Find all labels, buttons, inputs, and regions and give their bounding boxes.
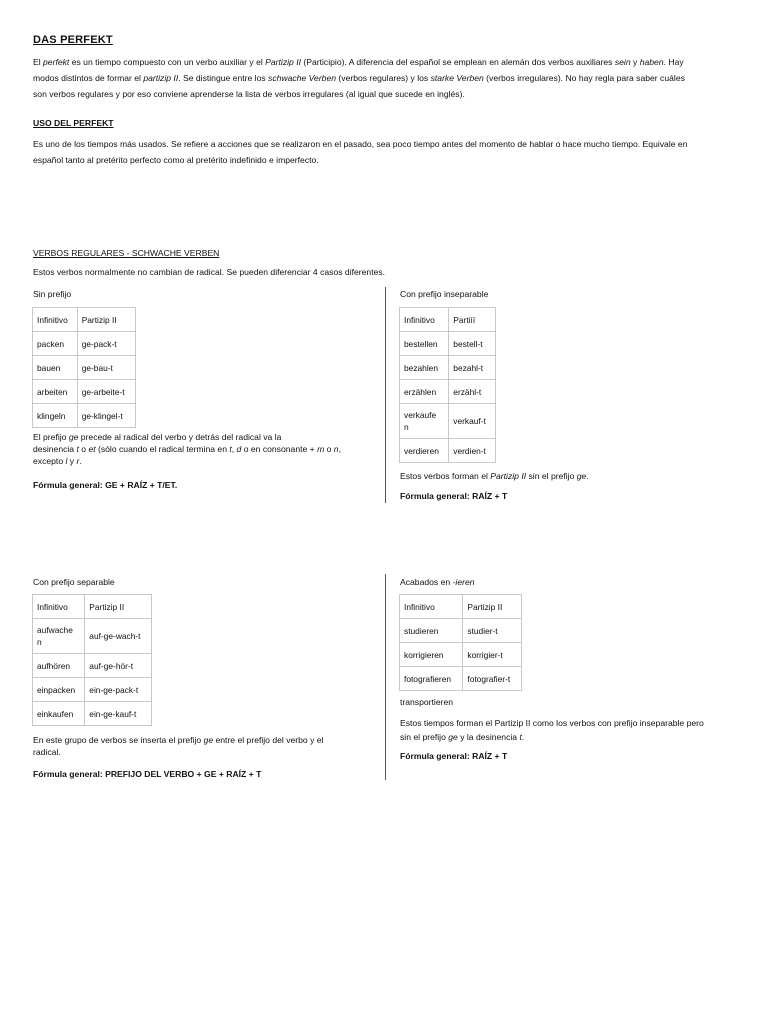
- table-row: [33, 678, 152, 702]
- text-run: radical.: [33, 747, 61, 757]
- infinitive-cell: verkaufe n: [400, 404, 449, 439]
- uso-line-2: español tanto al pretérito perfecto como al pretérito indefinido e imperfecto.: [33, 155, 319, 165]
- table-row: [33, 404, 136, 428]
- sin-prefijo-heading: Sin prefijo: [33, 289, 72, 299]
- table-row: [33, 380, 136, 404]
- text-run: o: [78, 444, 89, 454]
- text-run: (verbos regulares) y los: [336, 73, 431, 83]
- infinitive-cell: studieren: [400, 619, 463, 643]
- italic-text: Partizip II: [490, 471, 527, 481]
- ieren-heading: [400, 577, 475, 587]
- ieren-note-line-1: Estos tiempos forman el Partizip II como los verbos con prefijo inseparable pero: [400, 718, 704, 728]
- text-run: .: [586, 471, 589, 481]
- participle-cell: ge-bau-t: [77, 356, 135, 380]
- infinitive-cell: verdieren: [400, 439, 449, 463]
- participle-cell: korrigier-t: [463, 643, 522, 667]
- ieren-table: [399, 594, 522, 691]
- infinitive-cell: erzählen: [400, 380, 449, 404]
- table-row: [400, 643, 522, 667]
- inseparable-note: [400, 471, 589, 481]
- italic-text: haben: [639, 57, 664, 67]
- text-run: sin el prefijo: [400, 732, 449, 742]
- text-run: precede al radical del verbo y detrás del radical va la: [78, 432, 282, 442]
- italic-text: ge: [576, 471, 587, 481]
- participle-cell: ge-klingel-t: [77, 404, 135, 428]
- table-row: [400, 356, 496, 380]
- infinitive-cell: bezahlen: [400, 356, 449, 380]
- intro-line-1: [33, 54, 733, 70]
- intro-line-2: [33, 70, 733, 86]
- participle-cell: erzähl-t: [449, 380, 496, 404]
- uso-paragraph: [33, 136, 733, 168]
- column-header: Partizip II: [85, 595, 152, 619]
- sin-prefijo-note-line-1: [33, 431, 378, 443]
- text-run: El: [33, 57, 44, 67]
- text-run: (Participio). A diferencia del español se emplean en alemán dos verbos auxiliares: [301, 57, 615, 67]
- participle-cell: ein-ge-kauf-t: [85, 702, 152, 726]
- column-header: Partizip II: [77, 308, 135, 332]
- infinitive-cell: aufhören: [33, 654, 85, 678]
- text-run: En este grupo de verbos se inserta el prefijo: [33, 735, 204, 745]
- text-run: (verbos irregulares). No hay regla para saber cuáles: [483, 73, 685, 83]
- text-run: (sólo cuando el radical termina en: [95, 444, 230, 454]
- participle-cell: verdien-t: [449, 439, 496, 463]
- italic-text: d: [236, 444, 242, 454]
- intro-line-3: [33, 86, 733, 102]
- participle-cell: ge-pack-t: [77, 332, 135, 356]
- infinitive-cell: bauen: [33, 356, 78, 380]
- infinitive-cell: einpacken: [33, 678, 85, 702]
- italic-text: n: [333, 444, 339, 454]
- column-divider-bottom: [385, 574, 386, 780]
- table-header-row: [33, 308, 136, 332]
- italic-text: ge: [448, 732, 458, 742]
- italic-text: t: [519, 732, 522, 742]
- participle-cell: bestell-t: [449, 332, 496, 356]
- ieren-note: [400, 716, 745, 744]
- separable-note: [33, 734, 378, 758]
- participle-cell: studier-t: [463, 619, 522, 643]
- italic-text: m: [317, 444, 325, 454]
- participle-cell: auf-ge-wach-t: [85, 619, 152, 654]
- text-run: desinencia: [33, 444, 77, 454]
- text-run: y: [67, 456, 77, 466]
- italic-text: -ieren: [452, 577, 475, 587]
- text-run: es un tiempo compuesto con un verbo auxiliar y el: [69, 57, 266, 67]
- table-row: [33, 702, 152, 726]
- italic-text: perfekt: [43, 57, 70, 67]
- italic-text: starke Verben: [430, 73, 484, 83]
- page-title: DAS PERFEKT: [33, 34, 113, 46]
- text-run: y la desinencia: [457, 732, 520, 742]
- table-row: [33, 332, 136, 356]
- italic-text: l: [65, 456, 68, 466]
- table-row: [33, 356, 136, 380]
- table-row: [400, 439, 496, 463]
- participle-cell: bezahl-t: [449, 356, 496, 380]
- text-run: o: [324, 444, 334, 454]
- inseparable-heading: Con prefijo inseparable: [400, 289, 489, 299]
- sin-prefijo-table: [32, 307, 136, 428]
- participle-cell: ge-arbeite-t: [77, 380, 135, 404]
- text-run: ,: [231, 444, 237, 454]
- column-divider-top: [385, 287, 386, 503]
- table-row: [400, 619, 522, 643]
- separable-table: [32, 594, 152, 726]
- uso-heading: USO DEL PERFEKT: [33, 118, 114, 128]
- text-run: excepto: [33, 456, 66, 466]
- italic-text: ge: [203, 735, 214, 745]
- sin-prefijo-formula: Fórmula general: GE + RAÍZ + T/ET.: [33, 480, 178, 490]
- italic-text: t: [76, 444, 79, 454]
- sin-prefijo-note-line-2: [33, 443, 378, 455]
- table-row: [400, 332, 496, 356]
- text-run: .: [521, 732, 525, 742]
- ieren-extra-verb: transportieren: [400, 697, 454, 707]
- italic-text: r: [76, 456, 80, 466]
- ieren-note-line-2: [400, 730, 745, 744]
- participle-cell: auf-ge-hör-t: [85, 654, 152, 678]
- infinitive-cell: einkaufen: [33, 702, 85, 726]
- text-run: y: [630, 57, 640, 67]
- text-run: modos distintos de formar el: [33, 73, 144, 83]
- sin-prefijo-note-line-3: [33, 455, 378, 467]
- inseparable-table: [399, 307, 496, 463]
- column-header: Infinitivo: [33, 308, 78, 332]
- column-header: Infinitivo: [400, 308, 449, 332]
- text-run: sin el prefijo: [526, 471, 577, 481]
- infinitive-cell: korrigieren: [400, 643, 463, 667]
- italic-text: ge: [68, 432, 79, 442]
- table-header-row: [400, 308, 496, 332]
- column-header: Infinitivo: [400, 595, 463, 619]
- table-row: [400, 380, 496, 404]
- text-run: .: [79, 456, 82, 466]
- table-header-row: [400, 595, 522, 619]
- sin-prefijo-note: [33, 431, 378, 467]
- infinitive-cell: bestellen: [400, 332, 449, 356]
- text-run: . Hay: [663, 57, 684, 67]
- infinitive-cell: aufwache n: [33, 619, 85, 654]
- italic-text: sein: [614, 57, 631, 67]
- participle-cell: verkauf-t: [449, 404, 496, 439]
- italic-text: partizip II: [143, 73, 179, 83]
- participle-cell: fotografier-t: [463, 667, 522, 691]
- italic-text: Partizip II: [265, 57, 301, 67]
- infinitive-cell: arbeiten: [33, 380, 78, 404]
- italic-text: et: [88, 444, 96, 454]
- ieren-formula: Fórmula general: RAÍZ + T: [400, 751, 508, 761]
- italic-text: t: [229, 444, 232, 454]
- column-header: Partiíí: [449, 308, 496, 332]
- participle-cell: ein-ge-pack-t: [85, 678, 152, 702]
- table-row: [33, 619, 152, 654]
- regulares-heading: VERBOS REGULARES - SCHWACHE VERBEN: [33, 248, 220, 258]
- infinitive-cell: fotografieren: [400, 667, 463, 691]
- separable-heading: Con prefijo separable: [33, 577, 115, 587]
- text-run: ,: [338, 444, 341, 454]
- italic-text: schwache Verben: [268, 73, 337, 83]
- table-header-row: [33, 595, 152, 619]
- inseparable-formula: Fórmula general: RAÍZ + T: [400, 491, 508, 501]
- text-run: Acabados en: [400, 577, 453, 587]
- text-run: El prefijo: [33, 432, 69, 442]
- separable-formula: Fórmula general: PREFIJO DEL VERBO + GE + RAÍZ + T: [33, 769, 262, 779]
- intro-paragraph: [33, 54, 733, 102]
- table-row: [400, 404, 496, 439]
- infinitive-cell: packen: [33, 332, 78, 356]
- column-header: Infinitivo: [33, 595, 85, 619]
- table-row: [33, 654, 152, 678]
- separable-note-line-1: [33, 734, 378, 746]
- table-row: [400, 667, 522, 691]
- text-run: . Se distingue entre los: [178, 73, 269, 83]
- text-run: son verbos regulares y por eso conviene aprenderse la lista de verbos irregulares (al igual que sucede en inglés).: [33, 89, 465, 99]
- text-run: entre el prefijo del verbo y el: [213, 735, 324, 745]
- text-run: Estos verbos forman el: [400, 471, 491, 481]
- uso-line-1: Es uno de los tiempos más usados. Se refiere a acciones que se realizaron en el pasado, sea poco tiempo antes del momento de hablar o hace mucho tiempo. Equivale en: [33, 139, 688, 149]
- separable-note-line-2: [33, 746, 378, 758]
- text-run: o en consonante +: [241, 444, 318, 454]
- column-header: Partizip II: [463, 595, 522, 619]
- infinitive-cell: klingeln: [33, 404, 78, 428]
- regulares-intro: Estos verbos normalmente no cambian de radical. Se pueden diferenciar 4 casos diferentes.: [33, 267, 386, 277]
